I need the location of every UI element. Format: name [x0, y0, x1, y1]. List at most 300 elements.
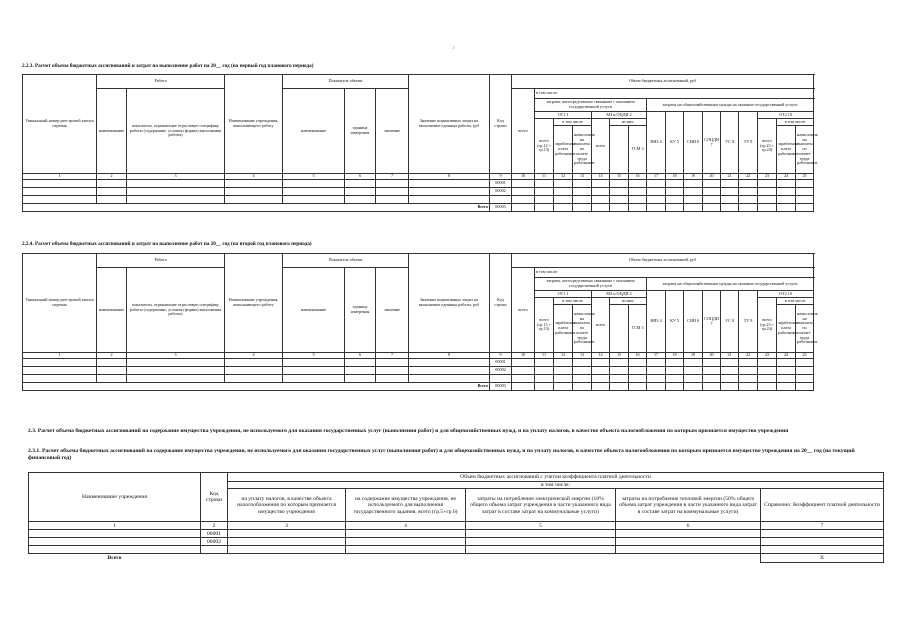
col-number: 14	[592, 353, 610, 359]
cell	[758, 375, 777, 383]
cell	[225, 359, 283, 367]
cell	[376, 180, 409, 188]
col-number: 21	[721, 353, 739, 359]
cell	[466, 530, 616, 538]
col-volume-indicator: Показатель объема	[283, 254, 409, 268]
col-number: 8	[409, 174, 490, 180]
col-electric-energy: затраты на потребление электрической энергии (10% общего объема затрат учреждения в части указанного вида затрат в составе затрат на коммунальные услуги)	[466, 489, 616, 522]
cell	[554, 188, 573, 196]
cell	[376, 359, 409, 367]
cell	[721, 383, 739, 391]
col-row-code: Код строки	[490, 254, 512, 353]
col-mz: МЗ и ОЦДИ 2	[592, 291, 647, 298]
cell	[127, 180, 225, 188]
cell	[409, 367, 490, 375]
table3-container	[28, 472, 884, 563]
total-row	[23, 383, 814, 391]
cell	[616, 530, 761, 538]
total-x: X	[761, 554, 884, 563]
cell	[703, 383, 721, 391]
cell	[346, 546, 466, 554]
col-number: 16	[629, 174, 647, 180]
cell	[647, 383, 666, 391]
col-number: 20	[703, 174, 721, 180]
cell	[647, 359, 666, 367]
cell	[512, 383, 535, 391]
cell	[610, 180, 629, 188]
cell	[573, 367, 592, 375]
table3	[28, 472, 884, 563]
col-institution: Наименование учреждения, выполняющего работу	[225, 254, 283, 353]
row-code	[490, 196, 512, 204]
cell	[684, 196, 703, 204]
cell	[616, 554, 761, 563]
row-code: 00002	[490, 188, 512, 196]
cell	[345, 375, 376, 383]
cell	[721, 204, 739, 212]
cell	[592, 196, 610, 204]
cell	[629, 204, 647, 212]
cell	[535, 359, 554, 367]
col-including: в том числе:	[535, 268, 814, 278]
col-number: 22	[739, 353, 758, 359]
cell	[283, 180, 345, 188]
cell	[796, 196, 814, 204]
col-thermal-energy: затраты на потребление тепловой энергии (50% общего объема затрат учреждения в части указанного вида затрат в составе затрат на коммунальные услуги)	[616, 489, 761, 522]
cell	[512, 375, 535, 383]
cell	[228, 530, 346, 538]
cell	[796, 188, 814, 196]
cell	[592, 204, 610, 212]
total-row	[29, 554, 884, 563]
cell	[535, 375, 554, 383]
cell	[647, 367, 666, 375]
col-salary: заработная плата работников	[777, 305, 796, 353]
cell	[283, 375, 345, 383]
table-row	[29, 538, 884, 546]
col-mz: МЗ и ОЦДИ 2	[592, 112, 647, 119]
col-number: 19	[684, 353, 703, 359]
col-us: УС 8	[721, 112, 739, 174]
cell	[739, 180, 758, 188]
cell	[554, 180, 573, 188]
col-number: 16	[629, 353, 647, 359]
table2	[22, 253, 818, 391]
cell	[647, 196, 666, 204]
cell	[535, 383, 554, 391]
cell	[409, 188, 490, 196]
row-code: 00001	[490, 180, 512, 188]
col-us: УС 8	[721, 291, 739, 353]
col-number: 6	[345, 174, 376, 180]
col-ot1-incl: в том числе	[554, 298, 592, 305]
cell	[535, 180, 554, 188]
col-number: 7	[761, 522, 884, 530]
cell	[703, 180, 721, 188]
cell	[554, 359, 573, 367]
col-salary: заработная плата работников	[777, 126, 796, 174]
cell	[777, 359, 796, 367]
cell	[573, 375, 592, 383]
table-row	[23, 180, 814, 188]
cell	[758, 180, 777, 188]
col-value: значение	[376, 268, 409, 353]
cell	[758, 383, 777, 391]
cell	[777, 196, 796, 204]
col-direct-costs: затраты, непосредственно связанные с оказанием государственной услуги	[535, 99, 647, 112]
cell	[758, 359, 777, 367]
cell	[225, 180, 283, 188]
col-number: 2	[201, 522, 228, 530]
cell	[777, 180, 796, 188]
section-2-3-heading: 2.3. Расчет объема бюджетных ассигнований на содержание имущества учреждения, не используемого для оказания государственных услуг (выполнения работ) и для общехозяйственных нужд, и на уплату налогов, в качестве объекта налогообложения по которым признается имущество учреждения	[28, 428, 789, 434]
cell	[796, 180, 814, 188]
col-value: значение	[376, 89, 409, 174]
col-number: 8	[409, 353, 490, 359]
cell	[127, 375, 225, 383]
cell	[345, 359, 376, 367]
table1-title: 2.2.3. Расчет объема бюджетных ассигнований и затрат на выполнение работ на 20__ год (на первый год планового периода)	[22, 63, 314, 69]
col-unique-number: Уникальный номер реестровой записи перечня	[23, 75, 97, 174]
cell	[345, 180, 376, 188]
cell	[573, 383, 592, 391]
col-number: 2	[97, 353, 127, 359]
cell	[554, 383, 573, 391]
cell	[610, 196, 629, 204]
table-row	[23, 367, 814, 375]
col-work-indicators: показатели, отражающие отраслевую специфику работы (содержание, условия (формы) выполнения работы)	[127, 89, 225, 174]
cell	[535, 204, 554, 212]
col-mz-total: всего	[592, 298, 610, 353]
page-number: 1	[452, 46, 455, 51]
cell	[666, 204, 684, 212]
cell	[647, 375, 666, 383]
cell	[761, 538, 884, 546]
cell	[345, 367, 376, 375]
cell	[535, 367, 554, 375]
col-socdi: СОЦДИ 7	[703, 112, 721, 174]
col-row-code: Код строки	[201, 473, 228, 522]
col-accruals: начисления на выплаты по оплате труда работников	[573, 126, 592, 174]
cell	[23, 359, 97, 367]
cell	[666, 188, 684, 196]
cell	[761, 530, 884, 538]
cell	[376, 196, 409, 204]
col-general-costs: затраты на общехозяйственные нужды на оказание государственной услуги	[647, 278, 814, 291]
col-number: 12	[554, 174, 573, 180]
cell	[346, 538, 466, 546]
col-gsm: ГСМ 3	[629, 126, 647, 174]
cell	[761, 546, 884, 554]
cell	[592, 359, 610, 367]
col-number: 9	[490, 353, 512, 359]
col-number: 21	[721, 174, 739, 180]
col-number: 20	[703, 353, 721, 359]
col-socdi: СОЦДИ 7	[703, 291, 721, 353]
col-number: 7	[376, 174, 409, 180]
col-number: 5	[283, 353, 345, 359]
row-code: 00001	[490, 359, 512, 367]
col-institution: Наименование учреждения, выполняющего работу	[225, 75, 283, 174]
cell	[283, 367, 345, 375]
cell	[23, 196, 97, 204]
col-salary: заработная плата работников	[554, 305, 573, 353]
col-ot2-incl: в том числе	[777, 298, 814, 305]
col-number: 10	[512, 174, 535, 180]
cell	[629, 375, 647, 383]
table-row	[23, 188, 814, 196]
col-number: 4	[225, 353, 283, 359]
col-number: 4	[225, 174, 283, 180]
col-accruals: начисления на выплаты по оплате труда работников	[796, 305, 814, 353]
cell	[647, 188, 666, 196]
row-code: 00002	[201, 538, 228, 546]
cell	[684, 188, 703, 196]
table-row	[23, 375, 814, 383]
cell	[684, 359, 703, 367]
col-sni: СНИ 6	[684, 291, 703, 353]
cell	[535, 188, 554, 196]
cell	[666, 367, 684, 375]
cell	[739, 196, 758, 204]
cell	[97, 196, 127, 204]
cell	[225, 367, 283, 375]
cell	[346, 554, 466, 563]
col-work: Работа	[97, 254, 225, 268]
col-row-code: Код строки	[490, 75, 512, 174]
cell	[29, 530, 201, 538]
cell	[225, 196, 283, 204]
col-tu: ТУ 9	[739, 112, 758, 174]
col-accruals: начисления на выплаты по оплате труда работников	[796, 126, 814, 174]
col-number: 13	[573, 353, 592, 359]
cell	[703, 359, 721, 367]
col-number: 4	[346, 522, 466, 530]
cell	[346, 530, 466, 538]
cell	[721, 188, 739, 196]
cell	[376, 375, 409, 383]
cell	[228, 546, 346, 554]
cell	[512, 367, 535, 375]
col-normative-cost: Значение нормативных затрат на выполнение единицы работы, руб	[409, 254, 490, 353]
col-salary: заработная плата работников	[554, 126, 573, 174]
cell	[23, 375, 97, 383]
col-number: 25	[796, 353, 814, 359]
cell	[758, 204, 777, 212]
cell	[23, 188, 97, 196]
cell	[97, 188, 127, 196]
cell	[283, 196, 345, 204]
col-number: 3	[228, 522, 346, 530]
col-total: всего	[512, 89, 535, 174]
cell	[777, 383, 796, 391]
cell	[409, 180, 490, 188]
cell	[127, 196, 225, 204]
col-ot2: ОТ2 10	[758, 291, 814, 298]
cell	[127, 367, 225, 375]
table-row	[29, 546, 884, 554]
cell	[345, 188, 376, 196]
col-mz-empty	[610, 305, 629, 353]
cell	[647, 180, 666, 188]
table-row	[23, 196, 814, 204]
col-number: 15	[610, 353, 629, 359]
cell	[225, 375, 283, 383]
cell	[97, 375, 127, 383]
cell	[629, 180, 647, 188]
cell	[466, 538, 616, 546]
col-volume-indicator: Показатель объема	[283, 75, 409, 89]
cell	[684, 367, 703, 375]
cell	[610, 188, 629, 196]
table2-container	[22, 253, 818, 391]
col-taxes: на уплату налогов, в качестве объекта налогообложения по которым признается имущество учреждения	[228, 489, 346, 522]
col-ot1-total: всего (гр.12 + гр.13)	[535, 119, 554, 174]
cell	[684, 383, 703, 391]
cell	[739, 204, 758, 212]
col-number: 3	[127, 174, 225, 180]
col-of-which: из них:	[610, 298, 647, 305]
col-budget-volume: Объем бюджетных ассигнований, руб	[512, 254, 814, 268]
cell	[512, 204, 535, 212]
cell	[758, 196, 777, 204]
col-niz: НИЗ 4	[647, 112, 666, 174]
cell	[616, 546, 761, 554]
col-unit: единица измерения	[345, 89, 376, 174]
cell	[573, 204, 592, 212]
cell	[592, 188, 610, 196]
cell	[610, 359, 629, 367]
col-number: 1	[23, 174, 97, 180]
cell	[666, 196, 684, 204]
col-number: 6	[345, 353, 376, 359]
cell	[97, 367, 127, 375]
col-ot1: ОТ1 1	[535, 291, 592, 298]
total-label: Всего	[23, 204, 490, 212]
col-number: 5	[283, 174, 345, 180]
col-sni: СНИ 6	[684, 112, 703, 174]
col-number: 3	[127, 353, 225, 359]
col-number: 11	[535, 353, 554, 359]
col-ot1-incl: в том числе	[554, 119, 592, 126]
cell	[777, 375, 796, 383]
cell	[721, 359, 739, 367]
col-work-indicators: показатели, отражающие отраслевую специфику работы (содержание, условия (формы) выполнения работы)	[127, 268, 225, 353]
cell	[796, 359, 814, 367]
cell	[512, 188, 535, 196]
col-number: 12	[554, 353, 573, 359]
cell	[758, 367, 777, 375]
col-institution-name: Наименование учреждения	[29, 473, 201, 522]
cell	[777, 204, 796, 212]
cell	[684, 180, 703, 188]
cell	[796, 367, 814, 375]
cell	[703, 196, 721, 204]
cell	[201, 546, 228, 554]
col-including: в том числе:	[228, 482, 884, 489]
col-number: 18	[666, 174, 684, 180]
cell	[721, 375, 739, 383]
cell	[796, 383, 814, 391]
col-number: 5	[466, 522, 616, 530]
cell	[228, 538, 346, 546]
cell	[777, 188, 796, 196]
cell	[466, 546, 616, 554]
cell	[409, 359, 490, 367]
cell	[97, 359, 127, 367]
cell	[610, 367, 629, 375]
cell	[629, 188, 647, 196]
cell	[684, 375, 703, 383]
cell	[345, 196, 376, 204]
col-number: 22	[739, 174, 758, 180]
cell	[573, 359, 592, 367]
col-number: 14	[592, 174, 610, 180]
col-number: 9	[490, 174, 512, 180]
cell	[573, 188, 592, 196]
col-number: 11	[535, 174, 554, 180]
cell	[777, 367, 796, 375]
cell	[535, 196, 554, 204]
cell	[592, 367, 610, 375]
col-volume-name: наименование	[283, 89, 345, 174]
table-row	[23, 359, 814, 367]
col-of-which: из них:	[610, 119, 647, 126]
section-2-3-1-heading: 2.3.1. Расчет объема бюджетных ассигнований на содержание имущества учреждения, не используемого для оказания государственных услуг (выполнения работ) и для общехозяйственных нужд, и на уплату налогов, в качестве объекта налогообложения по которым признается имущество учреждения на 20__ год (на текущий финансовый год)	[28, 448, 855, 461]
cell	[739, 359, 758, 367]
cell	[703, 367, 721, 375]
cell	[610, 375, 629, 383]
cell	[573, 196, 592, 204]
col-number: 17	[647, 353, 666, 359]
col-paid-activity-coefficient: Справочно: Коэффициент платной деятельности	[761, 489, 884, 522]
cell	[739, 375, 758, 383]
total-label: Всего	[107, 555, 122, 562]
row-code: 00001	[201, 530, 228, 538]
cell	[739, 188, 758, 196]
cell	[666, 375, 684, 383]
col-number: 1	[29, 522, 201, 530]
cell	[127, 359, 225, 367]
cell	[29, 538, 201, 546]
table-row	[29, 530, 884, 538]
col-work-name: наименование	[97, 268, 127, 353]
col-ot2-incl: в том числе	[777, 119, 814, 126]
cell	[573, 180, 592, 188]
cell	[629, 367, 647, 375]
cell	[127, 188, 225, 196]
col-gsm: ГСМ 3	[629, 305, 647, 353]
cell	[629, 196, 647, 204]
col-niz: НИЗ 4	[647, 291, 666, 353]
row-code: 00002	[490, 367, 512, 375]
cell	[666, 359, 684, 367]
cell	[647, 204, 666, 212]
col-direct-costs: затраты, непосредственно связанные с оказанием государственной услуги	[535, 278, 647, 291]
col-ot2-total: всего (гр.23 + гр.24)	[758, 298, 777, 353]
cell	[23, 180, 97, 188]
cell	[283, 188, 345, 196]
cell	[29, 546, 201, 554]
col-unit: единица измерения	[345, 268, 376, 353]
cell	[739, 367, 758, 375]
col-normative-cost: Значение нормативных затрат на выполнение единицы работы, руб	[409, 75, 490, 174]
cell	[684, 204, 703, 212]
cell	[554, 196, 573, 204]
col-number: 6	[616, 522, 761, 530]
cell	[97, 180, 127, 188]
cell	[554, 204, 573, 212]
